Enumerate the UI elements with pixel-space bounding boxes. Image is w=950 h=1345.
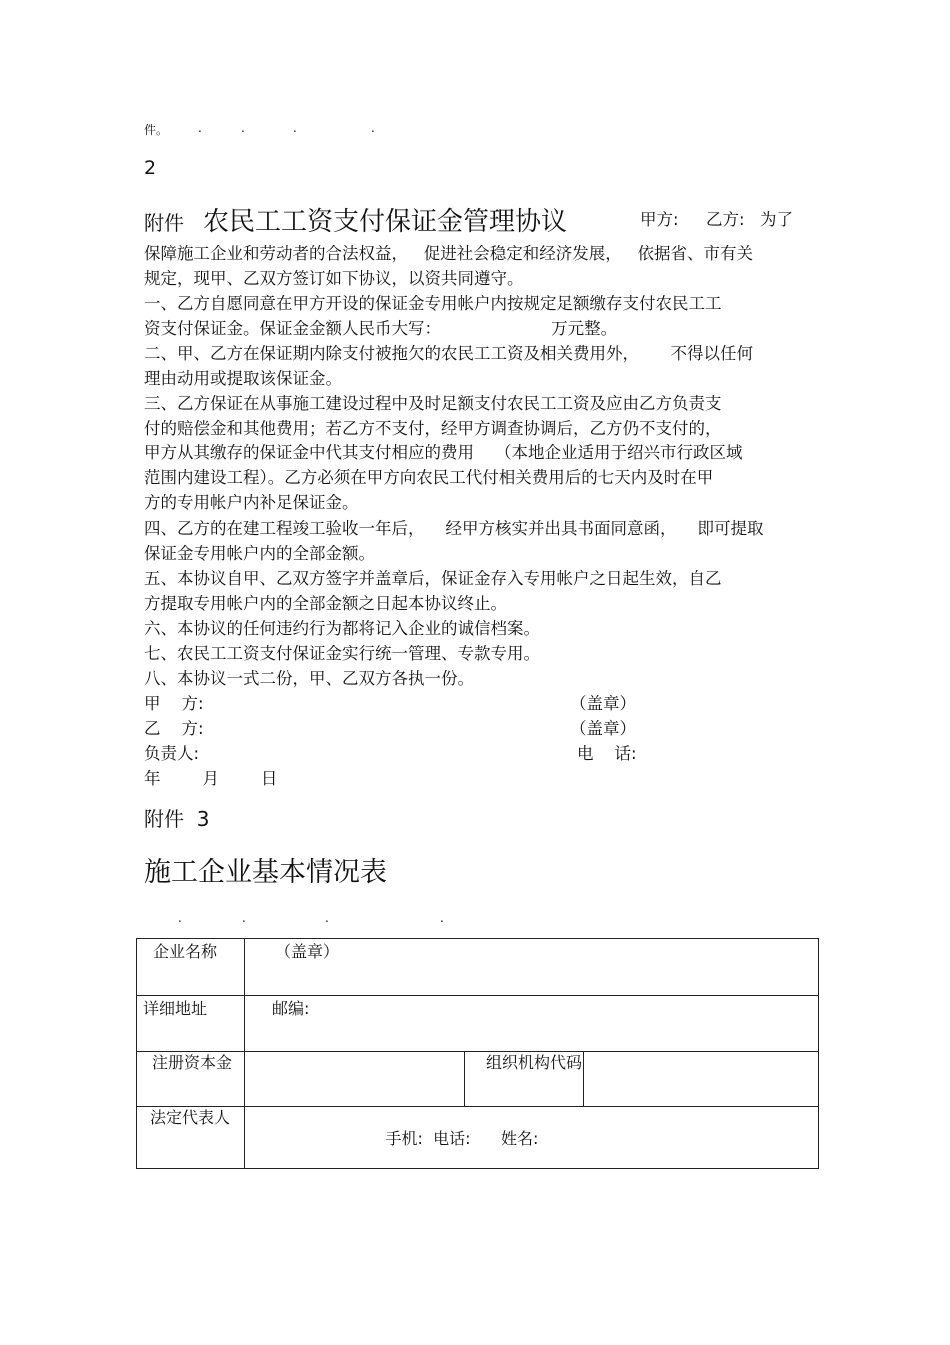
address-field[interactable] [245, 996, 819, 1052]
agreement-line: 保障施工企业和劳动者的合法权益， 促进社会稳定和经济发展， 依据省、市有关 [144, 244, 753, 263]
registered-capital-label: 注册资本金 [137, 1052, 245, 1107]
clause-4-cont: 保证金专用帐户内的全部金额。 [144, 544, 375, 563]
party-a-header: 甲方: [640, 210, 679, 229]
company-seal-placeholder: （盖章） [275, 942, 340, 961]
clause-5: 五、本协议自甲、乙双方签字并盖章后，保证金存入专用帐户之日起生效，自乙 [144, 569, 722, 588]
clause-3-cont: 范围内建设工程）。乙方必须在甲方向农民工代付相关费用后的七天内及时在甲 [144, 468, 714, 487]
agreement-line: 规定，现甲、乙双方签订如下协议，以资共同遵守。 [144, 269, 524, 288]
clause-1-cont: 资支付保证金。保证金金额人民币大写： 万元整。 [144, 319, 618, 338]
legal-representative-field[interactable] [245, 1107, 819, 1169]
party-a-signature-label: 甲 方: [144, 694, 204, 713]
attachment-3-label: 附件 3 [144, 807, 210, 831]
postcode-label: 邮编: [272, 999, 310, 1018]
clause-2-cont: 理由动用或提取该保证金。 [144, 369, 342, 388]
clause-3-cont: 甲方从其缴存的保证金中代其支付相应的费用 （本地企业适用于绍兴市行政区域 [144, 443, 743, 462]
page-number: 2 [144, 157, 157, 179]
date-line: 年 月 日 [144, 769, 278, 788]
registered-capital-field[interactable] [245, 1052, 465, 1107]
clause-7: 七、农民工工资支付保证金实行统一管理、专款专用。 [144, 644, 540, 663]
company-name-label: 企业名称 [137, 939, 245, 996]
org-code-label: 组织机构代码 [465, 1052, 584, 1107]
clause-3-cont: 付的赔偿金和其他费用；若乙方不支付，经甲方调查协调后，乙方仍不支付的， [144, 419, 722, 438]
clause-5-cont: 方提取专用帐户内的全部金额之日起本协议终止。 [144, 594, 507, 613]
table-row [137, 996, 819, 1052]
party-b-signature-label: 乙 方: [144, 719, 204, 738]
legal-rep-contact-labels: 手机: 电话: 姓名: [385, 1129, 539, 1148]
org-code-field[interactable] [584, 1052, 819, 1107]
clause-6: 六、本协议的任何违约行为都将记入企业的诚信档案。 [144, 619, 540, 638]
responsible-person-label: 负责人: [144, 744, 200, 763]
table-row [137, 939, 819, 996]
table-row [137, 1107, 819, 1169]
party-a-seal: （盖章） [570, 694, 636, 713]
table-row [137, 1052, 819, 1107]
clause-8: 八、本协议一式二份，甲、乙双方各执一份。 [144, 669, 474, 688]
party-b-seal: （盖章） [570, 719, 636, 738]
clause-4: 四、乙方的在建工程竣工验收一年后， 经甲方核实并出具书面同意函， 即可提取 [144, 519, 764, 538]
address-label: 详细地址 [137, 996, 245, 1052]
clause-1: 一、乙方自愿同意在甲方开设的保证金专用帐户内按规定足额缴存支付农民工工 [144, 294, 722, 313]
agreement-title: 农民工工资支付保证金管理协议 [203, 207, 568, 237]
company-info-title: 施工企业基本情况表 [144, 857, 387, 888]
company-name-field[interactable] [245, 939, 819, 996]
intro-start: 为了 [760, 210, 793, 229]
clause-3-cont: 方的专用帐户内补足保证金。 [144, 493, 359, 512]
clause-2: 二、甲、乙方在保证期内除支付被拖欠的农民工工资及相关费用外， 不得以任何 [144, 344, 753, 363]
legal-representative-label: 法定代表人 [137, 1107, 245, 1169]
party-b-header: 乙方: [706, 210, 745, 229]
clause-3: 三、乙方保证在从事施工建设过程中及时足额支付农民工工资及应由乙方负责支 [144, 394, 722, 413]
phone-label: 电 话: [577, 744, 637, 763]
previous-page-fragment: 件。 [144, 123, 169, 137]
company-info-table [136, 938, 819, 1169]
attachment-prefix: 附件 [144, 211, 184, 235]
